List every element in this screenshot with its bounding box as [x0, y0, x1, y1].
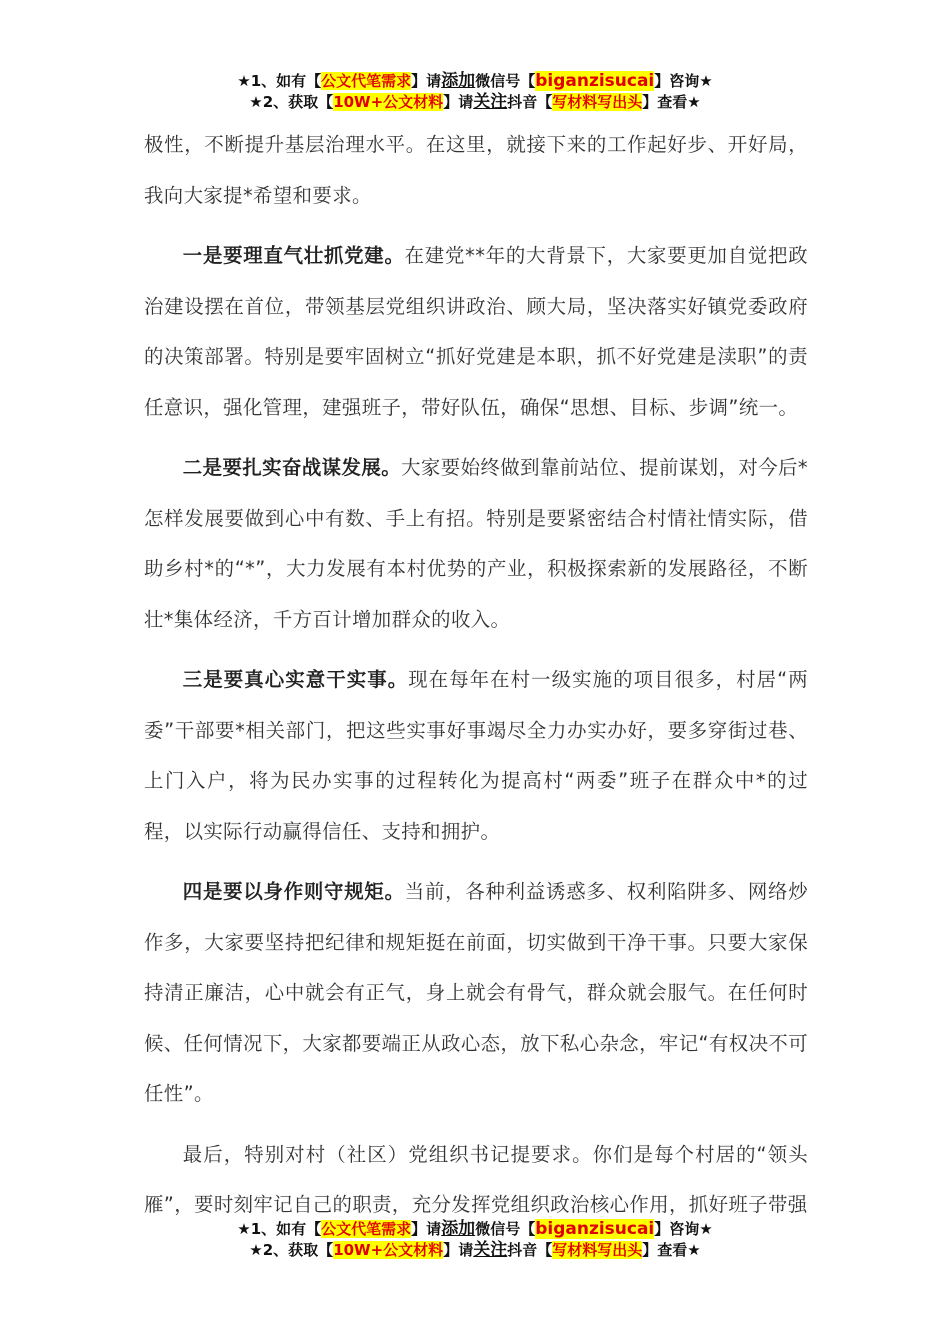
banner-highlight: 写材料写出头 — [552, 93, 643, 111]
paragraph-text: 在建党**年的大背景下，大家要更加自觉把政治建设摆在首位，带领基层党组织讲政治、顾大局，坚决落实好镇党委政府的决策部署。特别是要牢固树立“抓好党建是本职，抓不好党建是渎职”的责任意识，强化管理，建强班子，带好队伍，确保“思想、目标、步调”统一。 — [144, 244, 808, 419]
banner-line-2 — [0, 1240, 950, 1261]
banner-wechat-id: biganzisucai — [535, 71, 655, 91]
banner-text: 】请 — [411, 1220, 442, 1238]
paragraph-1 — [144, 231, 808, 433]
banner-highlight: 公文代笔需求 — [321, 72, 412, 90]
banner-text: 】咨询★ — [654, 72, 713, 90]
header-banner — [0, 71, 950, 113]
banner-text: ★2、获取【 — [249, 1241, 334, 1259]
paragraph-3 — [144, 655, 808, 857]
banner-text: 】请 — [443, 93, 474, 111]
paragraph-text: 现在每年在村一级实施的项目很多，村居“两委”干部要*相关部门，把这些实事好事竭尽全力办实办好，要多穿街过巷、上门入户，将为民办实事的过程转化为提高村“两委”班子在群众中*的过程，以实际行动赢得信任、支持和拥护。 — [144, 668, 809, 843]
paragraph-text: 大家要始终做到靠前站位、提前谋划，对今后*怎样发展要做到心中有数、手上有招。特别是要紧密结合村情社情实际，借助乡村*的“*”，大力发展有本村优势的产业，积极探索新的发展路径，不断壮*集体经济，千方百计增加群众的收入。 — [144, 456, 808, 631]
banner-text: 抖音【 — [507, 93, 553, 111]
banner-highlight: 10W+公文材料 — [333, 93, 444, 111]
banner-highlight: 10W+公文材料 — [333, 1241, 444, 1259]
banner-text: 】查看★ — [642, 1241, 701, 1259]
paragraph-2 — [144, 443, 808, 645]
footer-banner — [0, 1219, 950, 1261]
banner-text: 微信号【 — [475, 72, 536, 90]
banner-highlight: 公文代笔需求 — [321, 1220, 412, 1238]
banner-line-1 — [0, 71, 950, 92]
paragraph-heading: 一是要理直气壮抓党建。 — [182, 244, 405, 267]
paragraph-5: 最后，特别对村（社区）党组织书记提要求。你们是每个村居的“领头雁”，要时刻牢记自己的职责，充分发挥党组织政治核心作用，抓好班子带强 — [144, 1142, 808, 1216]
banner-text: ★1、如有【 — [237, 72, 322, 90]
document-body — [144, 120, 808, 1231]
banner-emphasis: 关注 — [473, 1240, 508, 1260]
paragraph-4 — [144, 867, 808, 1120]
banner-text: 微信号【 — [475, 1220, 536, 1238]
banner-text: ★1、如有【 — [237, 1220, 322, 1238]
paragraph-heading: 四是要以身作则守规矩。 — [182, 880, 405, 903]
banner-text: 】请 — [411, 72, 442, 90]
paragraph-text: 当前，各种利益诱惑多、权利陷阱多、网络炒作多，大家要坚持把纪律和规矩挺在前面，切实做到干净干事。只要大家保持清正廉洁，心中就会有正气，身上就会有骨气，群众就会服气。在任何时候、任何情况下，大家都要端正从政心态，放下私心杂念，牢记“有权决不可任性”。 — [144, 880, 808, 1105]
banner-emphasis: 关注 — [473, 92, 508, 112]
paragraph-heading: 二是要扎实奋战谋发展。 — [182, 456, 402, 479]
banner-emphasis: 添加 — [441, 1219, 476, 1239]
banner-text: 抖音【 — [507, 1241, 553, 1259]
banner-text: 】咨询★ — [654, 1220, 713, 1238]
banner-wechat-id: biganzisucai — [535, 1219, 655, 1239]
banner-line-1 — [0, 1219, 950, 1240]
banner-highlight: 写材料写出头 — [552, 1241, 643, 1259]
banner-emphasis: 添加 — [441, 71, 476, 91]
banner-text: 】查看★ — [642, 93, 701, 111]
banner-line-2 — [0, 92, 950, 113]
intro-paragraph: 极性，不断提升基层治理水平。在这里，就接下来的工作起好步、开好局，我向大家提*希望和要求。 — [144, 133, 808, 207]
banner-text: 】请 — [443, 1241, 474, 1259]
banner-text: ★2、获取【 — [249, 93, 334, 111]
paragraph-heading: 三是要真心实意干实事。 — [182, 668, 409, 691]
